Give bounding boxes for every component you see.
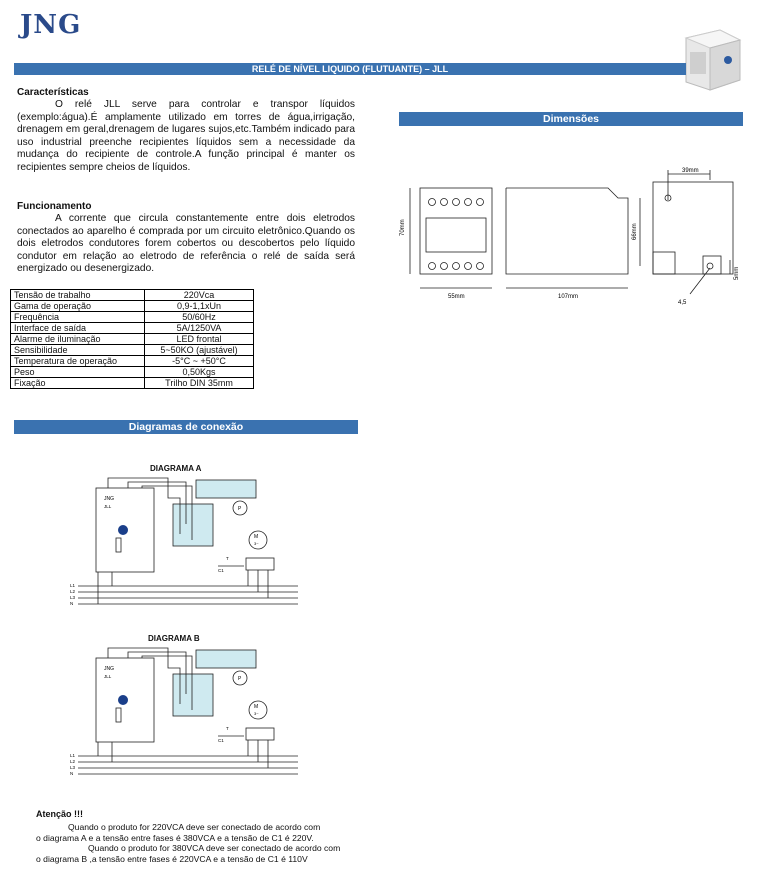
diagram-a-relay: T xyxy=(226,556,229,561)
spec-value: 5A/1250VA xyxy=(145,323,254,334)
diagram-a-n: N xyxy=(70,601,74,606)
product-image xyxy=(680,28,744,94)
funcionamento-body: A corrente que circula constantemente entre dois eletrodos conectados ao aparelho é comprada por um circuito eletrônico.Quando os dois eletrodos condutores forem cobertos ou descobertos pelo líquido condutor em relação ao eletrodo de referência o relé de saída será energizado ou desenergizado. xyxy=(17,213,355,275)
spec-value: -5°C ~ +50°C xyxy=(145,356,254,367)
diagram-b-motor: M xyxy=(254,704,259,710)
spec-label: Gama de operação xyxy=(11,301,145,312)
dimensions-drawing xyxy=(398,160,748,310)
spec-label: Interface de saída xyxy=(11,323,145,334)
atencao-heading: Atenção !!! xyxy=(36,809,83,819)
spec-value: 0,9-1,1xUn xyxy=(145,301,254,312)
diagram-b-device-model: JLL xyxy=(104,674,112,679)
atencao-text xyxy=(36,822,376,864)
section-dimensoes-heading: Dimensões xyxy=(399,112,743,126)
diagram-b-n: N xyxy=(70,771,74,776)
section-diagramas-heading: Diagramas de conexão xyxy=(14,420,358,434)
diagram-a-pump: P xyxy=(238,506,242,512)
spec-row xyxy=(11,312,254,323)
diagram-b-contactor: C1 xyxy=(218,738,224,743)
caracteristicas-body: O relé JLL serve para controlar e transpor líquidos (exemplo:água).É amplamente utilizado em torres de água,irrigação, drenagem em geral,drenagem de lugares sujos,etc.Também indicado para uso industrial preenche recipientes líquidos sem a necessidade da mudança do recipiente de controle.A função principal é manter os recipientes sempre cheios de líquidos. xyxy=(17,99,355,173)
diagram-b-pump: P xyxy=(238,676,242,682)
spec-value: LED frontal xyxy=(145,334,254,345)
spec-label: Fixação xyxy=(11,378,145,389)
diagram-b-l3: L3 xyxy=(70,765,76,770)
dim-front-height: 70mm xyxy=(400,219,406,236)
spec-label: Peso xyxy=(11,367,145,378)
dim-top-width: 39mm xyxy=(682,168,699,174)
diagram-b-relay: T xyxy=(226,726,229,731)
spec-row xyxy=(11,290,254,301)
atencao-line-2a: Quando o produto for 380VCA deve ser conectado de acordo com xyxy=(88,843,341,854)
document-title: RELÉ DE NÍVEL LIQUIDO (FLUTUANTE) – JLL xyxy=(14,63,686,75)
diagram-b-title: DIAGRAMA B xyxy=(148,634,200,643)
diagram-b-device-brand: JNG xyxy=(104,666,114,672)
spec-value: 5~50KO (ajustável) xyxy=(145,345,254,356)
spec-label: Temperatura de operação xyxy=(11,356,145,367)
brand-logo: JNG xyxy=(20,10,82,40)
diagram-b-motor-phase: 3~ xyxy=(254,711,259,716)
spec-row xyxy=(11,367,254,378)
specs-table xyxy=(10,289,254,389)
spec-value: Trilho DIN 35mm xyxy=(145,378,254,389)
spec-row xyxy=(11,356,254,367)
diagram-a-title: DIAGRAMA A xyxy=(150,464,202,473)
atencao-line-2b: o diagrama B ,a tensão entre fases é 220VCA e a tensão de C1 é 110V xyxy=(36,853,308,864)
atencao-line-1b: o diagrama A e a tensão entre fases é 380VCA e a tensão de C1 é 220V. xyxy=(36,832,314,843)
diagram-a-l2: L2 xyxy=(70,589,76,594)
spec-row xyxy=(11,323,254,334)
section-funcionamento-heading: Funcionamento xyxy=(17,201,92,212)
spec-row xyxy=(11,301,254,312)
diagram-a-device-brand: JNG xyxy=(104,496,114,502)
spec-value: 50/60Hz xyxy=(145,312,254,323)
spec-row xyxy=(11,345,254,356)
spec-row xyxy=(11,378,254,389)
diagram-b-l2: L2 xyxy=(70,759,76,764)
funcionamento-text xyxy=(17,213,355,276)
spec-label: Tensão de trabalho xyxy=(11,290,145,301)
spec-label: Sensibilidade xyxy=(11,345,145,356)
diagram-a-device-model: JLL xyxy=(104,504,112,509)
diagram-b xyxy=(68,644,308,784)
atencao-line-1a: Quando o produto for 220VCA deve ser conectado de acordo com xyxy=(68,822,321,832)
spec-value: 220Vca xyxy=(145,290,254,301)
diagram-a-l3: L3 xyxy=(70,595,76,600)
diagram-a-contactor: C1 xyxy=(218,568,224,573)
diagram-a xyxy=(68,474,308,614)
section-caracteristicas-heading: Características xyxy=(17,87,89,98)
dim-side-width: 107mm xyxy=(558,294,579,300)
dim-small-height: 5mm xyxy=(734,266,740,280)
spec-label: Alarme de iluminação xyxy=(11,334,145,345)
dim-front-width: 55mm xyxy=(448,294,465,300)
spec-row xyxy=(11,334,254,345)
diagram-a-motor-phase: 3~ xyxy=(254,541,259,546)
dim-back-height: 66mm xyxy=(632,223,638,240)
dim-hole: 4,5 xyxy=(678,300,687,306)
diagram-b-l1: L1 xyxy=(70,753,76,758)
spec-value: 0,50Kgs xyxy=(145,367,254,378)
diagram-a-l1: L1 xyxy=(70,583,76,588)
spec-label: Frequência xyxy=(11,312,145,323)
caracteristicas-text xyxy=(17,99,355,175)
diagram-a-motor: M xyxy=(254,534,259,540)
